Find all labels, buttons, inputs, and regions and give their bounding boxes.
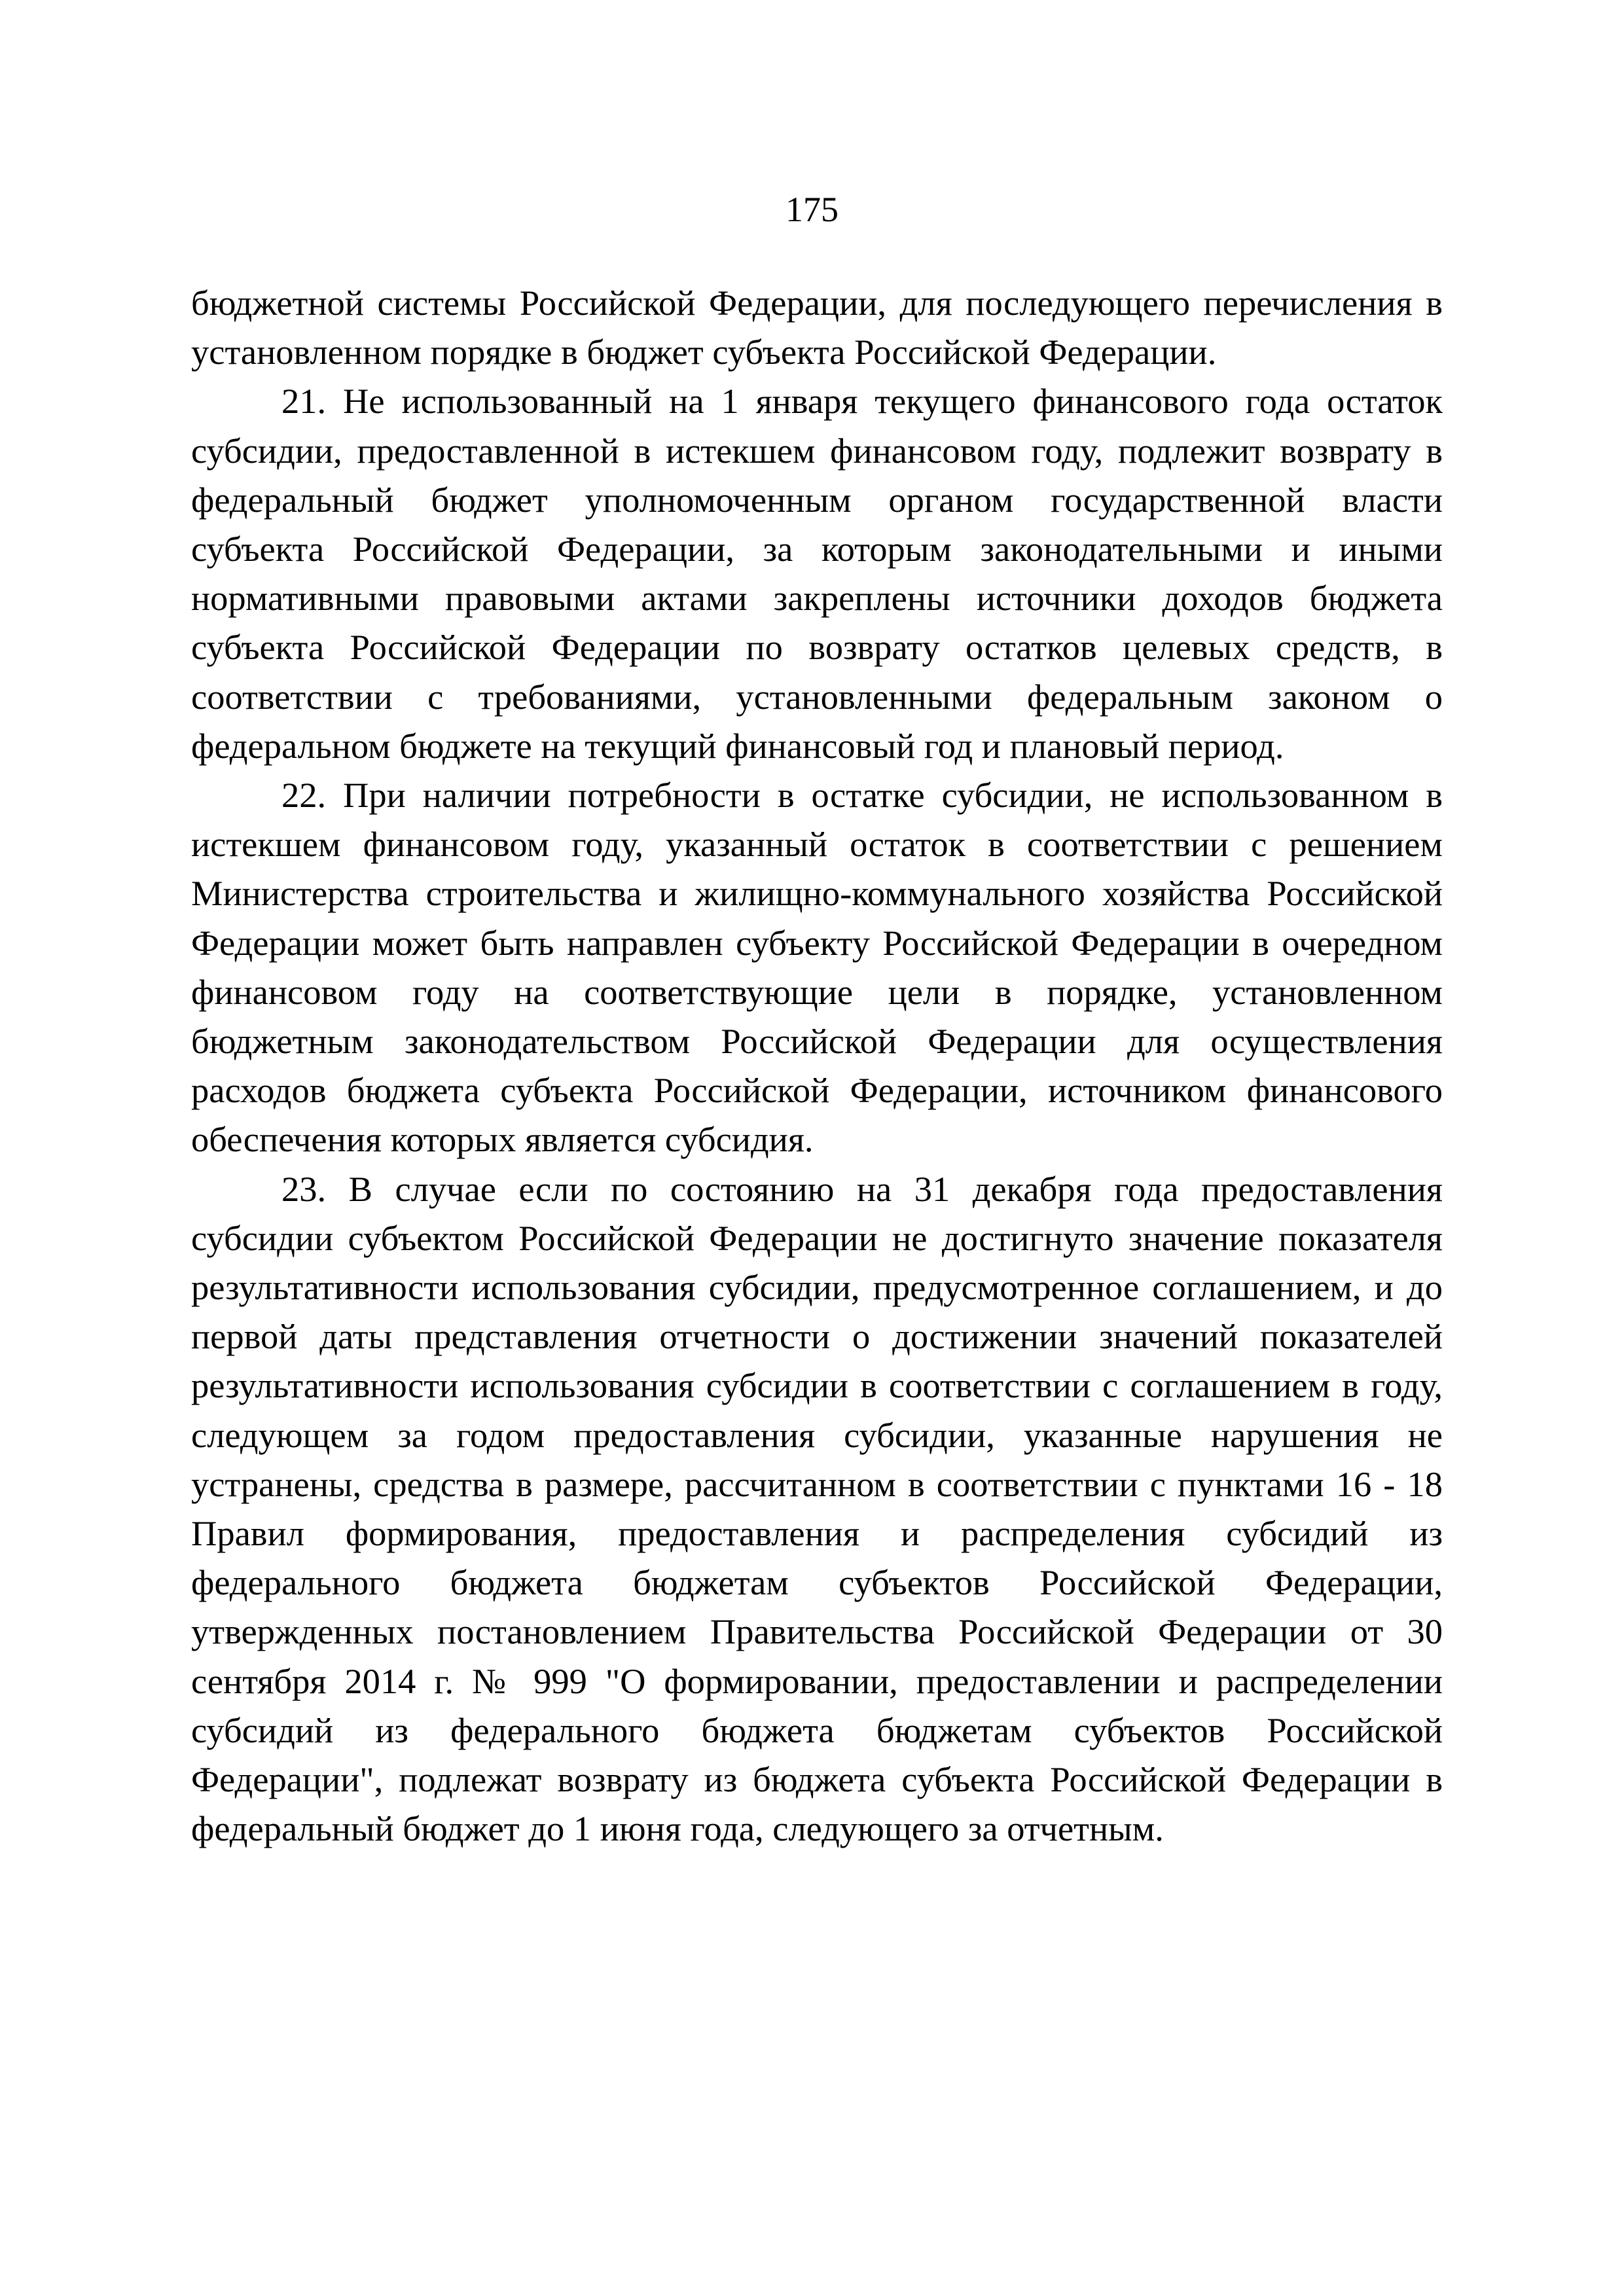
page-number: 175 (785, 190, 839, 229)
paragraph-item-21: 21. Не использованный на 1 января текущего финансового года остаток субсидии, предоставленной в истекшем финансовом году, подлежит возврату в федеральный бюджет уполномоченным органом государственной власти субъекта Российской Федерации, за которым законодательными и иными нормативными правовыми актами закреплены источники доходов бюджета субъекта Российской Федерации по возврату остатков целевых средств, в соответствии с требованиями, установленными федеральным законом о федеральном бюджете на текущий финансовый год и плановый период. (191, 381, 1443, 766)
paragraph-item-22: 22. При наличии потребности в остатке субсидии, не использованном в истекшем финансовом году, указанный остаток в соответствии с решением Министерства строительства и жилищно-коммунального хозяйства Российской Федерации может быть направлен субъекту Российской Федерации в очередном финансовом году на соответствующие цели в порядке, установленном бюджетным законодательством Российской Федерации для осуществления расходов бюджета субъекта Российской Федерации, источником финансового обеспечения которых является субсидия. (191, 775, 1443, 1160)
paragraph-item-23: 23. В случае если по состоянию на 31 декабря года предоставления субсидии субъектом Российской Федерации не достигнуто значение показателя результативности использования субсидии, предусмотренное соглашением, и до первой даты представления отчетности о достижении значений показателей результативности использования субсидии в соответствии с соглашением в году, следующем за годом предоставления субсидии, указанные нарушения не устранены, средства в размере, рассчитанном в соответствии с пунктами 16 - 18 Правил формирования, предоставления и распределения субсидий из федерального бюджета бюджетам субъектов Российской Федерации, утвержденных постановлением Правительства Российской Федерации от 30 сентября 2014 г. № 999 "О формировании, предоставлении и распределении субсидий из федерального бюджета бюджетам субъектов Российской Федерации", подлежат возврату из бюджета субъекта Российской Федерации в федеральный бюджет до 1 июня года, следующего за отчетным. (191, 1168, 1443, 1849)
document-body (191, 278, 1443, 1854)
paragraph-continuation: бюджетной системы Российской Федерации, для последующего перечисления в установленном порядке в бюджет субъекта Российской Федерации. (191, 283, 1443, 372)
